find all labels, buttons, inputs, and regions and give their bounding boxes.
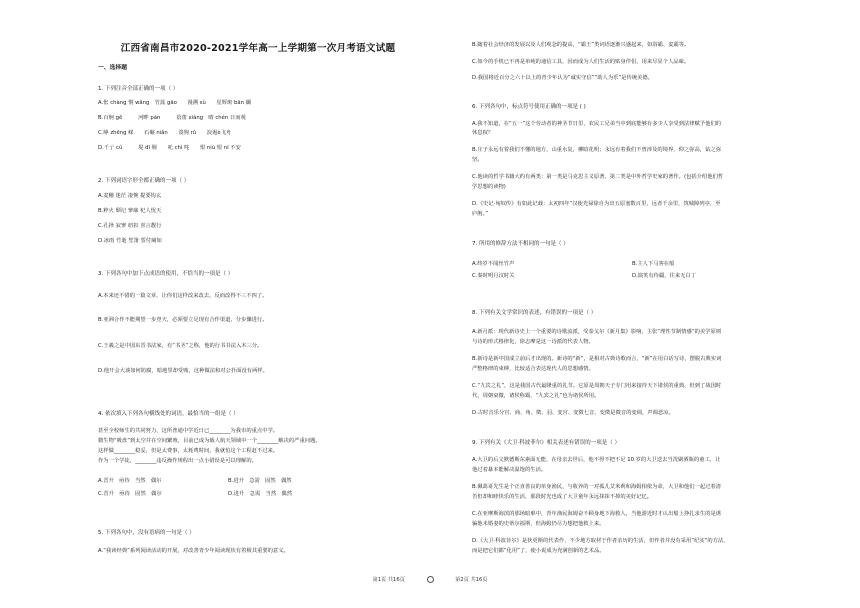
q1-stem: 1. 下列注音全部正确的一项（ ） <box>98 86 179 92</box>
q9-option-a-line1: A.大卫的后父默德斯东素面无能，在母亲去世后，他不得不把不足 10 岁的大卫送去当洗刷酒瓶的童工，让 <box>472 457 721 463</box>
q8-option-c-line1: C.“九宾之礼”，这是我国古代最隆重的礼节。它原是周朝天子专门用来接待天下诸侯的重典，但到了战国时 <box>472 383 722 389</box>
footer-page-right: 第2页 共16页 <box>455 577 488 583</box>
q6-option-a-line2: 休息权？ <box>472 130 494 136</box>
section-heading: 一、选择题 <box>98 65 127 71</box>
q8-option-a-line1: A.新月派：现代新诗史上一个重要的诗歌流派，受泰戈尔《新月集》影响，主张“理性节制情感”的美学原则 <box>472 329 722 335</box>
q6-option-d-line1: D.《史记·匈奴传》有如此记载：太初四年“汉使光禄徐自为出五原塞数百里，远者千余里，筑城障列亭，至 <box>472 201 721 207</box>
q5-stem: 5. 下列各句中，没有语病的一句是（ ） <box>98 530 195 536</box>
q2-option-c: C.孔择 寂寥 纽扣 喜言靓行 <box>98 223 162 229</box>
q3-option-d: D.他开会大谈如何防腐，暗地里却受贿，这种做法和对公扑面没有两样。 <box>98 368 268 374</box>
q6-option-a-line1: A.我不知道，在“五一”这个劳动者的神圣节日里，农民工兄弟当中到底能够有多少人享受到法律赋予他们的 <box>472 121 722 127</box>
q7-option-b: B.主人下马客在船 <box>632 261 675 267</box>
q8-option-b-line2: 严整格律的束缚，比较适合表达现代人的思想感情。 <box>472 366 594 372</box>
q4-line-3: 这样做________稳妥，但是太费事，太耗费时间，我就怕这个工程赶不过来。 <box>98 448 279 454</box>
q7-option-a: A.终岁不闻丝竹声 <box>472 261 515 267</box>
q2-option-a: A.麦穗 迷茫 凄惋 提要钩玄 <box>98 193 162 199</box>
q1-option-d: D.千亍 cù 堤 dī 堰 吒 chì 咤 恨 niù 恨 ní 不安 <box>98 145 241 151</box>
page-footer <box>0 576 860 583</box>
q8-stem: 8. 下列有关文学常识的表述，有错误的一项是（ ） <box>472 310 597 316</box>
footer-page-left: 第1页 共16页 <box>372 577 405 583</box>
q6-stem: 6. 下列各句中，标点符号使用正确的一项是 ( ) <box>472 104 586 110</box>
q8-option-a-line2: 与诗的形式格律化，徐志摩是这一诗派的代表人物。 <box>472 339 594 345</box>
q5-option-a: A.“我读经典”系列阅读活动的开展，对改善青少年阅读现状有着极其重要的意义。 <box>98 548 289 554</box>
q9-stem: 9. 下列有关《大卫·科波菲尔》相关表述有错误的一项是（ ） <box>472 440 620 446</box>
q9-option-c-line1: C.在亚摩斯海滨的那场暗难中，青年渔民海姆奋不顾身地下海救人，当他游近时才认出船上挣扎求生的是诱 <box>472 511 722 517</box>
q9-option-b-line1: B.佩葛哥先生是个正直善良的单身渔民，与收养的一对孤儿艾米莉和海姆相依为命，大卫和他们一起过着清 <box>472 484 721 490</box>
q2-stem: 2. 下列词语字形全都正确的一项（ ） <box>98 178 190 184</box>
q6-option-c-line2: 学思想的读物) <box>472 184 506 190</box>
q9-option-a-line2: 他过着暴本能解决温饱的生活。 <box>472 467 547 473</box>
q1-option-b: B.百舸 gě 河畔 pàn 蓓蕾 xiàng 晴 chén 日而观 <box>98 115 246 121</box>
q4-line-4: 作为一个学徒，________违反操作规程出一点小错误是可以理解的。 <box>98 458 257 464</box>
q5-option-c: C.如今的手机已不再是单纯的通信工具，因而成为人们生活的贴身伴侣，用来尽显个人品味。 <box>472 59 690 65</box>
q9-option-d-line1: D.《大卫·科波菲尔》是狄更斯的代表作，不少地方取材于作者亲历的生活，但作者并没有采用“纪实”的方法， <box>472 538 729 544</box>
q4-line-2: 微生物“吸盘”到太空并在空间繁殖，目前已成为载人航天领域中一个________解决的严重问题。 <box>98 438 321 444</box>
q7-stem: 7. 所用的修辞方法不相同的一句是（ ） <box>472 241 569 247</box>
q9-option-c-line2: 骗他未婚妻的史蒂尔福斯，但海姆仍尽力想把他救上来。 <box>472 521 605 527</box>
q4-line-1: 甚至全校师生的共同努力，这所普通中学近日已________为我市的重点中学。 <box>98 428 279 434</box>
q1-option-c: C.峥 zhēng 嵘 石碾 niǎn 浚狗 rǔ 浪遏è飞舟 <box>98 130 232 136</box>
q7-option-c: C.秦时明月汉时关 <box>472 273 515 279</box>
q7-option-d: D.演笑有待疆，往来无白丁 <box>632 273 697 279</box>
q6-option-c-line1: C.他读的哲学书籍大约有两类：第一类是马克思主义原著，第二类是中外哲学史家的著作。(包括介绍他们哲 <box>472 174 724 180</box>
q5-option-b: B.随着社会经济的发展以及人们观念的提高，“霸王”类词语逐渐兴盛起来，如浴霸、麦霸等。 <box>472 42 690 48</box>
q3-stem: 3. 下列各句中加下点成语的使用，不恰当的一项是（ ） <box>98 271 234 277</box>
binding-circle-icon <box>427 576 434 583</box>
q6-option-d-line2: 庐朐。” <box>472 211 488 217</box>
q4-option-c: C.晋升 亟待 固然 偶尔 <box>98 491 162 497</box>
q8-option-b-line1: B.新诗是新中国成立前后才出现的。新诗的“新”，是相对古典诗歌而言，“新”在用白话写诗，摆脱古典实词 <box>472 356 722 362</box>
q4-option-d: D.进升 急需 当然 偶然 <box>228 491 293 497</box>
q9-option-d-line2: 而是把它们都“化用”了，使小说成为充满创新的艺术品。 <box>472 548 605 554</box>
q8-option-c-line2: 代，周朝衰微，诸侯称霸，“九宾之礼”也为诸侯所用。 <box>472 393 600 399</box>
q3-option-c: C.王羲之是中国东晋书法家，有“书圣”之称，他的行书书法入木三分。 <box>98 343 263 349</box>
q4-stem: 4. 依次填入下列各句横线处的词语，最恰当的一组是（ ） <box>98 411 239 417</box>
q5-option-d: D.我国将近百分之六十以上的青少年认为“诚实守信”“助人为乐”是传统美德。 <box>472 75 653 81</box>
q8-option-d: D.古时音乐分宫、商、角、徵、羽、变宫、变徵七音，变徵是徵音的变调，声调悲凉。 <box>472 410 674 416</box>
q9-option-b-line2: 苦但却和睦快乐的生活，那段时光也成了大卫童年永远抹抹不掉的美好记忆。 <box>472 494 653 500</box>
q1-option-a: A.怅 chàng 惘 wǎng 竹篙 gāo 漫溯 sù 星辉斑 bān 斓 <box>98 100 251 106</box>
q2-option-d: D.冰雨 竹逝 笙箫 誓付阑如 <box>98 238 162 244</box>
doc-title: 江西省南昌市2020-2021学年高一上学期第一次月考语文试题 <box>120 43 396 54</box>
q6-option-b-line1: B.庄子永远有着我们不懂的地方，山重水复，柳暗花明；永远有着我们不曾涉及的境界，仰之弥高，钻之弥 <box>472 147 721 153</box>
q3-option-b: B.亚洲合作不能期望一步登天，必须要立足现有合作渠道，分步骤进行。 <box>98 317 268 323</box>
q2-option-b: B.粹火 颓圮 寥廓 杞人忧天 <box>98 208 162 214</box>
q6-option-b-line2: 坚。 <box>472 157 483 163</box>
q3-option-a: A.本来还不错的一篇文章，让你们这样改来改去，反而改得不三不四了。 <box>98 293 268 299</box>
q4-option-b: B.进升 急需 固然 偶然 <box>228 478 292 484</box>
q4-option-a: A.晋升 亟待 当然 偶尔 <box>98 478 162 484</box>
